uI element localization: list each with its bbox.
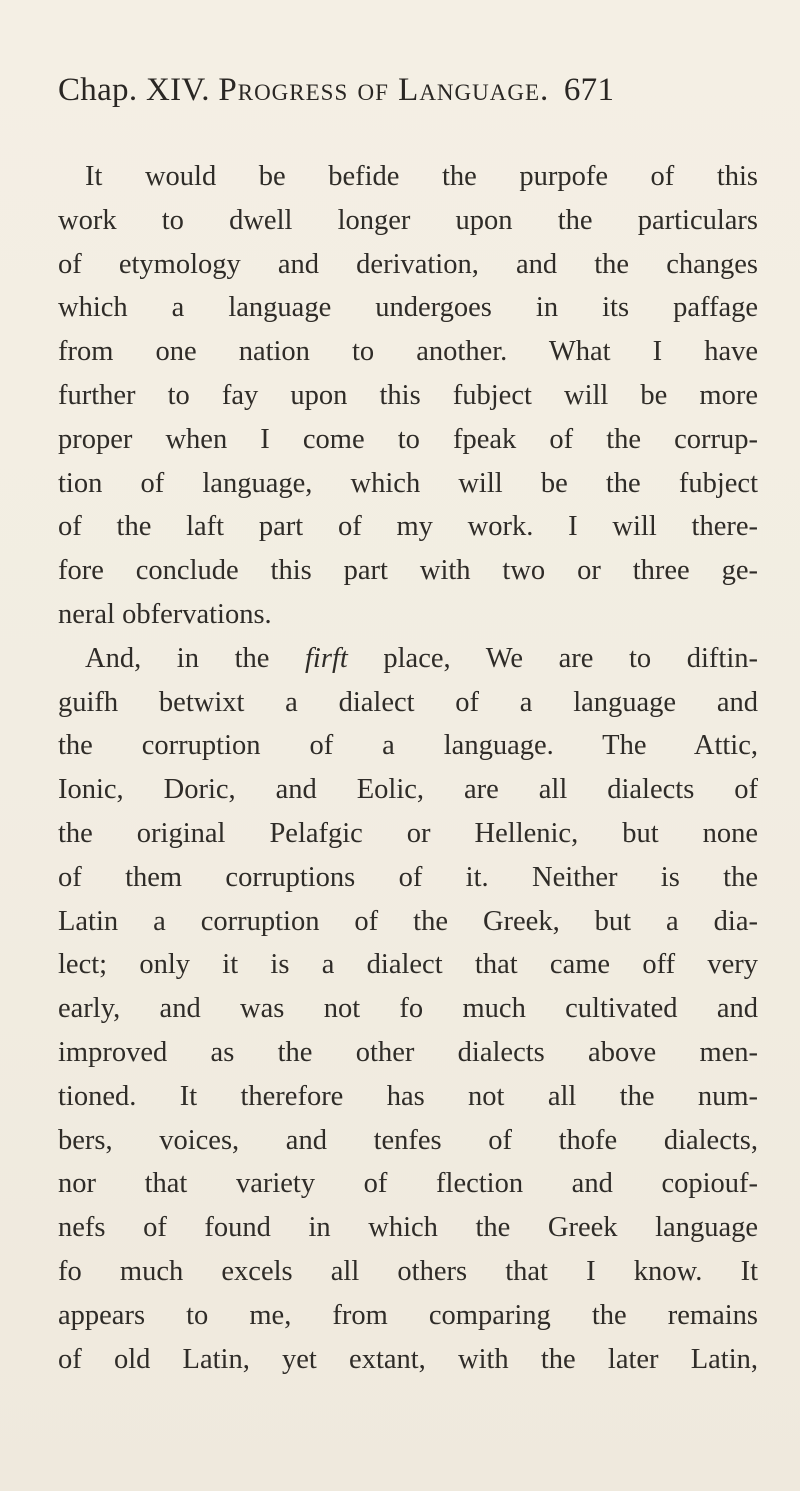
text-line: nor that variety of flection and copiouf-	[58, 1168, 758, 1200]
text-line: fo much excels all others that I know. It	[58, 1255, 758, 1287]
text-line: neral obfervations.	[58, 598, 272, 630]
text-line: appears to me, from comparing the remains	[58, 1299, 758, 1331]
text-line	[58, 637, 758, 681]
page-number: 671	[563, 72, 615, 108]
running-head	[58, 72, 758, 109]
text-line: from one nation to another. What I have	[58, 336, 758, 368]
text-line: lect; only it is a dialect that came off very	[58, 949, 758, 981]
text-line: fore conclude this part with two or three ge-	[58, 555, 758, 587]
text-line: of old Latin, yet extant, with the later Latin,	[58, 1343, 758, 1375]
text-line: proper when I come to fpeak of the corrup-	[58, 423, 758, 455]
text-line: Latin a corruption of the Greek, but a dia-	[58, 905, 758, 937]
text-line: Ionic, Doric, and Eolic, are all dialects of	[58, 774, 758, 806]
text-line: It would be befide the purpofe of this	[85, 161, 758, 192]
text-line: the original Pelafgic or Hellenic, but none	[58, 817, 758, 849]
text-line: of etymology and derivation, and the changes	[58, 248, 758, 280]
text-line: nefs of found in which the Greek language	[58, 1212, 758, 1244]
text-line: guifh betwixt a dialect of a language and	[58, 686, 758, 718]
chapter-title: Progress of Language.	[218, 72, 550, 108]
text-line: tioned. It therefore has not all the num-	[58, 1080, 758, 1112]
text-segment: And, in the	[85, 642, 306, 674]
text-line: tion of language, which will be the fubject	[58, 467, 758, 499]
text-line: early, and was not fo much cultivated and	[58, 993, 758, 1025]
text-line: bers, voices, and tenfes of thofe dialects,	[58, 1124, 758, 1156]
body-text	[58, 155, 758, 1381]
text-line: of the laft part of my work. I will there-	[58, 511, 758, 543]
text-line: improved as the other dialects above men-	[58, 1036, 758, 1068]
text-line: work to dwell longer upon the particulars	[58, 204, 758, 236]
text-line: further to fay upon this fubject will be more	[58, 379, 758, 411]
text-line: the corruption of a language. The Attic,	[58, 730, 758, 762]
chapter-number: Chap. XIV.	[58, 72, 210, 108]
italic-word: firft	[305, 642, 348, 674]
text-line: which a language undergoes in its paffage	[58, 292, 758, 324]
text-segment: place, We are to diftin-	[347, 642, 758, 674]
text-line: of them corruptions of it. Neither is the	[58, 861, 758, 893]
